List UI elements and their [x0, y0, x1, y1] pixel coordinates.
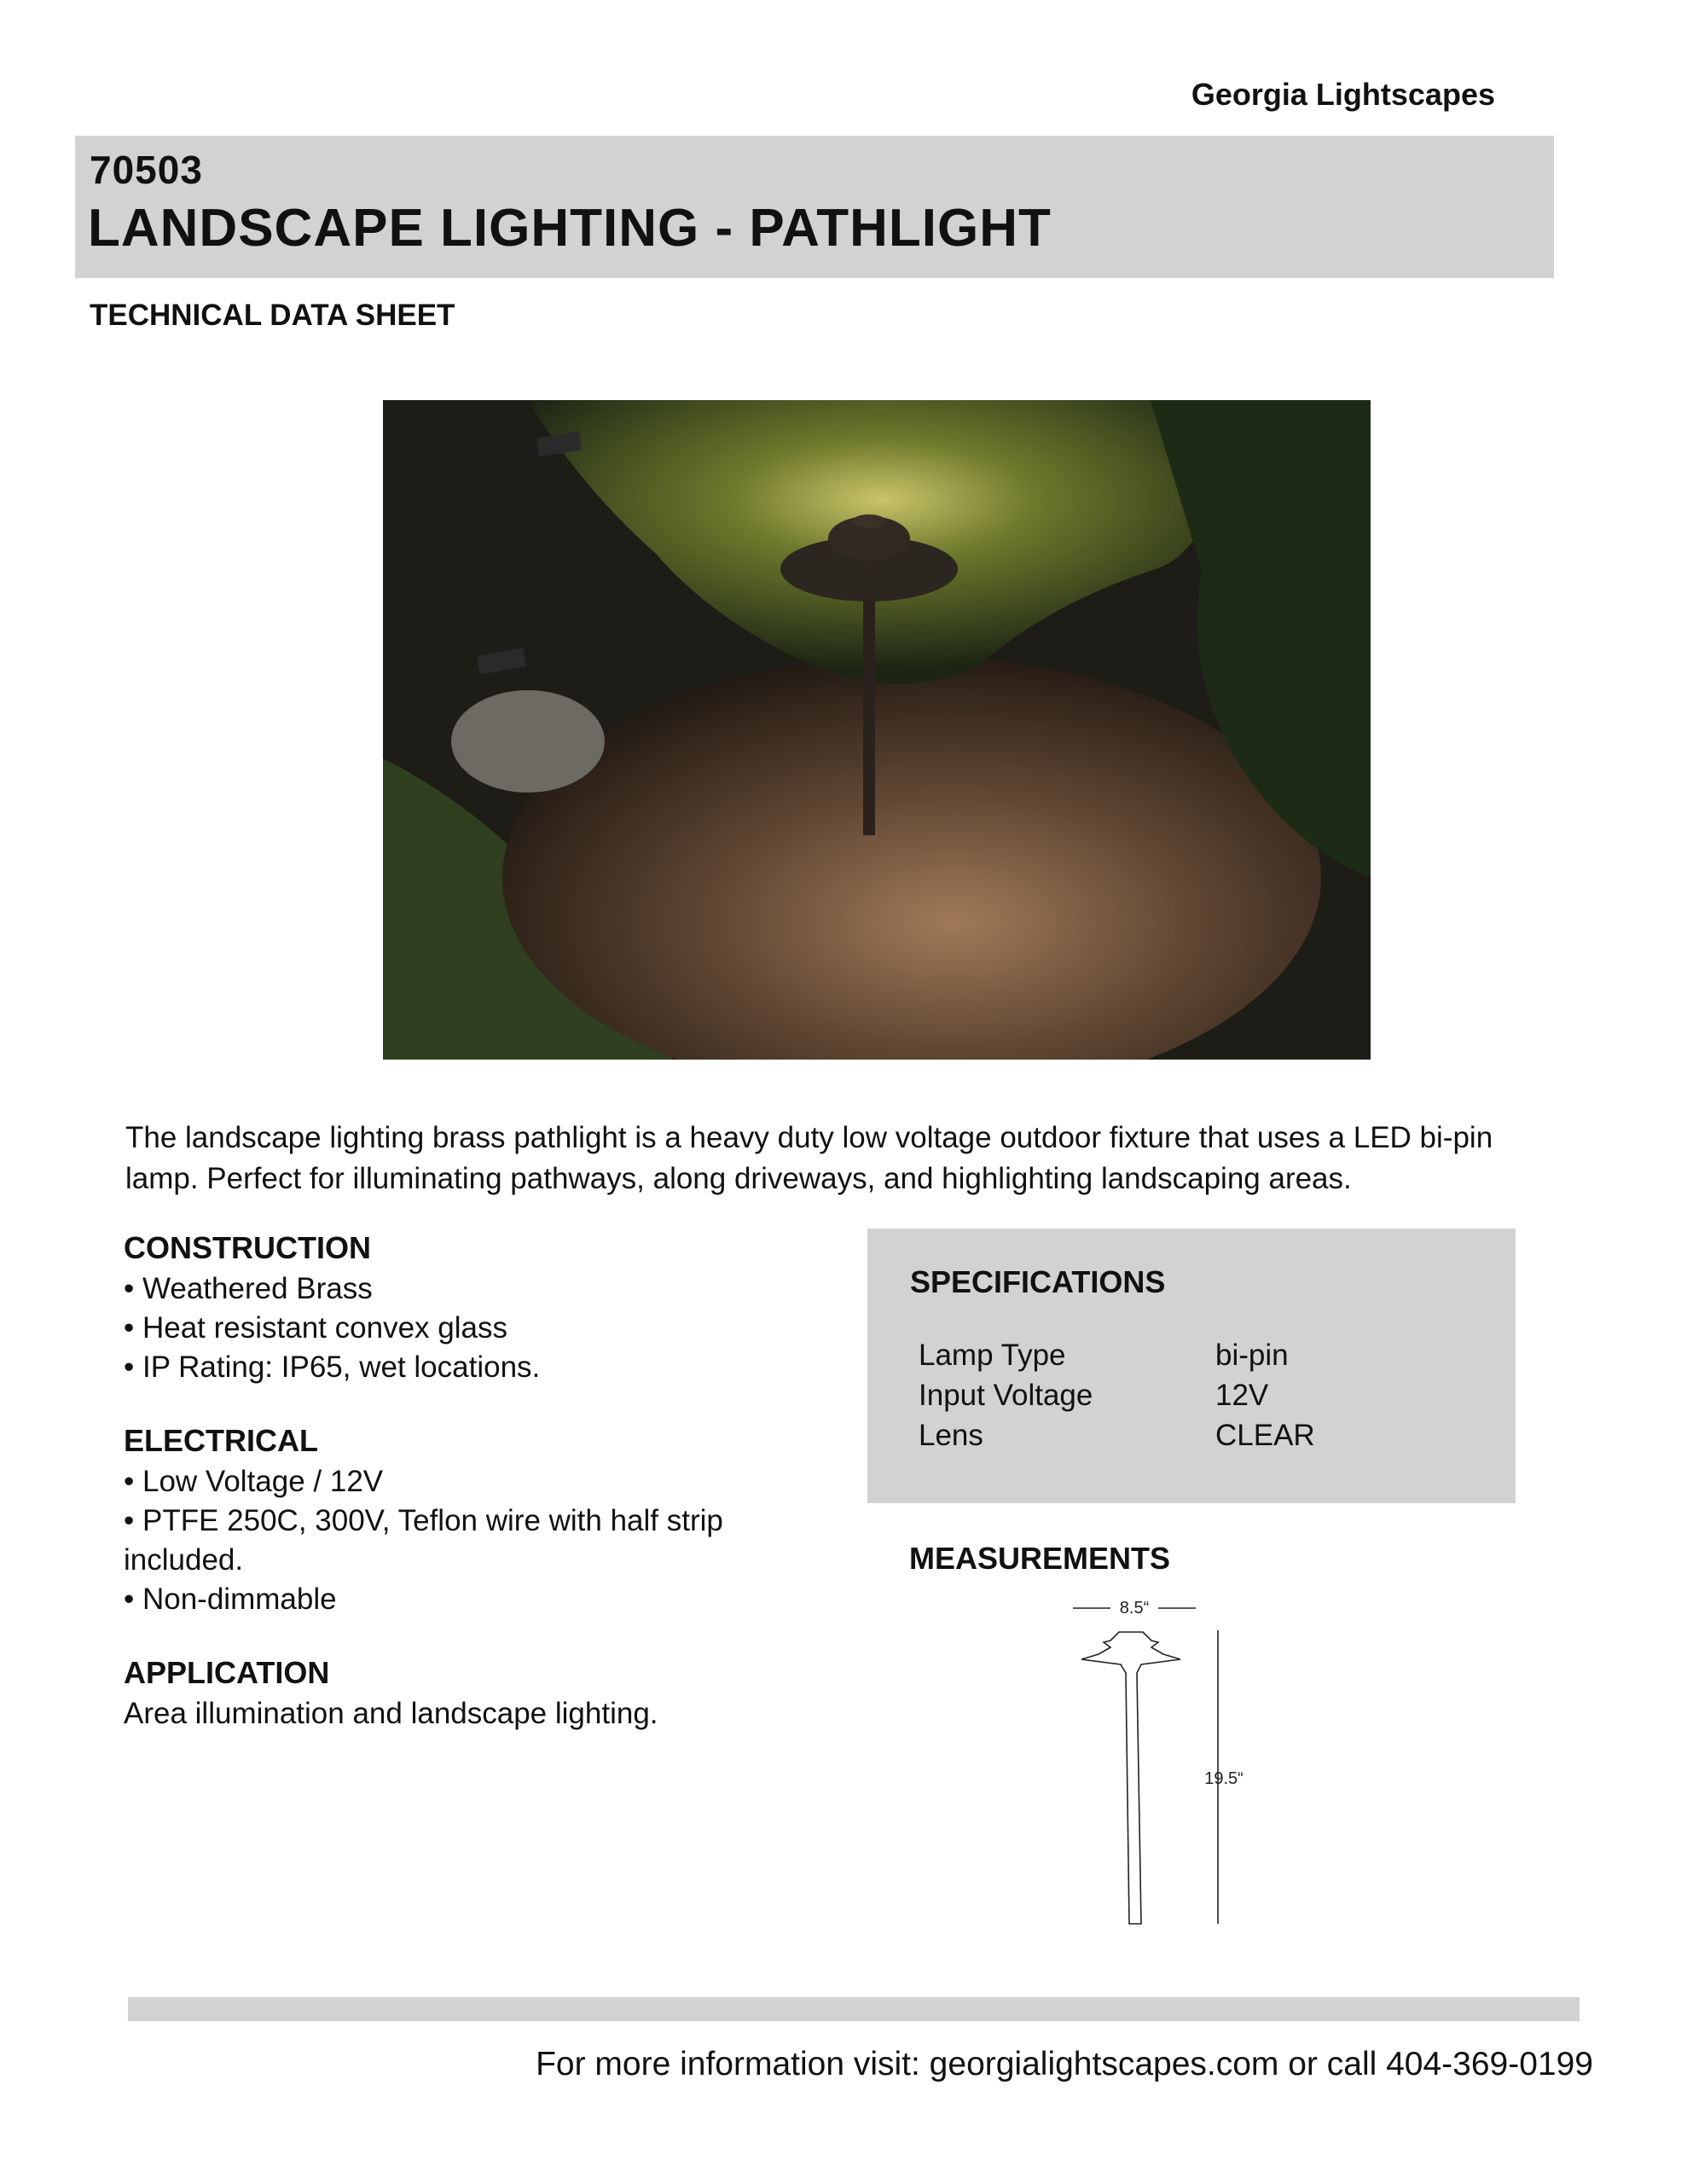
spec-label: Lamp Type: [919, 1339, 1066, 1372]
footer-contact: For more information visit: georgialightscapes.com or call 404-369-0199: [536, 2046, 1593, 2082]
intro-paragraph: The landscape lighting brass pathlight is a heavy duty low voltage outdoor fixture that uses a LED bi-pin lamp. Perfect for illuminating pathways, along driveways, and highlighting landscaping areas.: [125, 1121, 1493, 1195]
width-dimension-label: 8.5“: [1119, 1599, 1150, 1618]
brand-name: Georgia Lightscapes: [1191, 77, 1495, 112]
application-text: Area illumination and landscape lighting.: [124, 1697, 658, 1730]
spec-row: [919, 1335, 1315, 1375]
footer-divider: [128, 1997, 1580, 2021]
electrical-heading: ELECTRICAL: [124, 1423, 318, 1458]
application-heading: APPLICATION: [124, 1655, 330, 1690]
height-dimension-label: 19.5“: [1204, 1769, 1244, 1788]
spec-label: Lens: [919, 1419, 983, 1452]
specifications-box: [867, 1228, 1516, 1503]
application-section: [124, 1655, 772, 1734]
specifications-heading: SPECIFICATIONS: [910, 1264, 1166, 1299]
spec-label: Input Voltage: [919, 1379, 1093, 1412]
spec-value: 12V: [1215, 1379, 1269, 1412]
specifications-table: [919, 1335, 1315, 1455]
construction-item: • Heat resistant convex glass: [124, 1311, 507, 1345]
construction-heading: CONSTRUCTION: [124, 1230, 371, 1265]
spec-row: [919, 1415, 1315, 1455]
product-photo: [383, 400, 1371, 1060]
electrical-section: [124, 1423, 772, 1619]
spec-value: bi-pin: [1215, 1339, 1289, 1372]
measurement-drawing: [1058, 1591, 1271, 1932]
product-title: LANDSCAPE LIGHTING - PATHLIGHT: [88, 199, 1052, 258]
document-subtitle: TECHNICAL DATA SHEET: [90, 299, 455, 332]
feature-column: [124, 1230, 772, 1769]
spec-row: [919, 1375, 1315, 1415]
spec-value: CLEAR: [1215, 1419, 1315, 1452]
construction-item: • Weathered Brass: [124, 1272, 373, 1305]
construction-item: • IP Rating: IP65, wet locations.: [124, 1350, 541, 1384]
electrical-item: • PTFE 250C, 300V, Teflon wire with half strip included.: [124, 1504, 723, 1577]
electrical-item: • Low Voltage / 12V: [124, 1465, 384, 1498]
measurements-heading: MEASUREMENTS: [909, 1541, 1171, 1576]
product-code: 70503: [90, 148, 203, 192]
construction-section: [124, 1230, 772, 1387]
electrical-item: • Non-dimmable: [124, 1583, 337, 1616]
